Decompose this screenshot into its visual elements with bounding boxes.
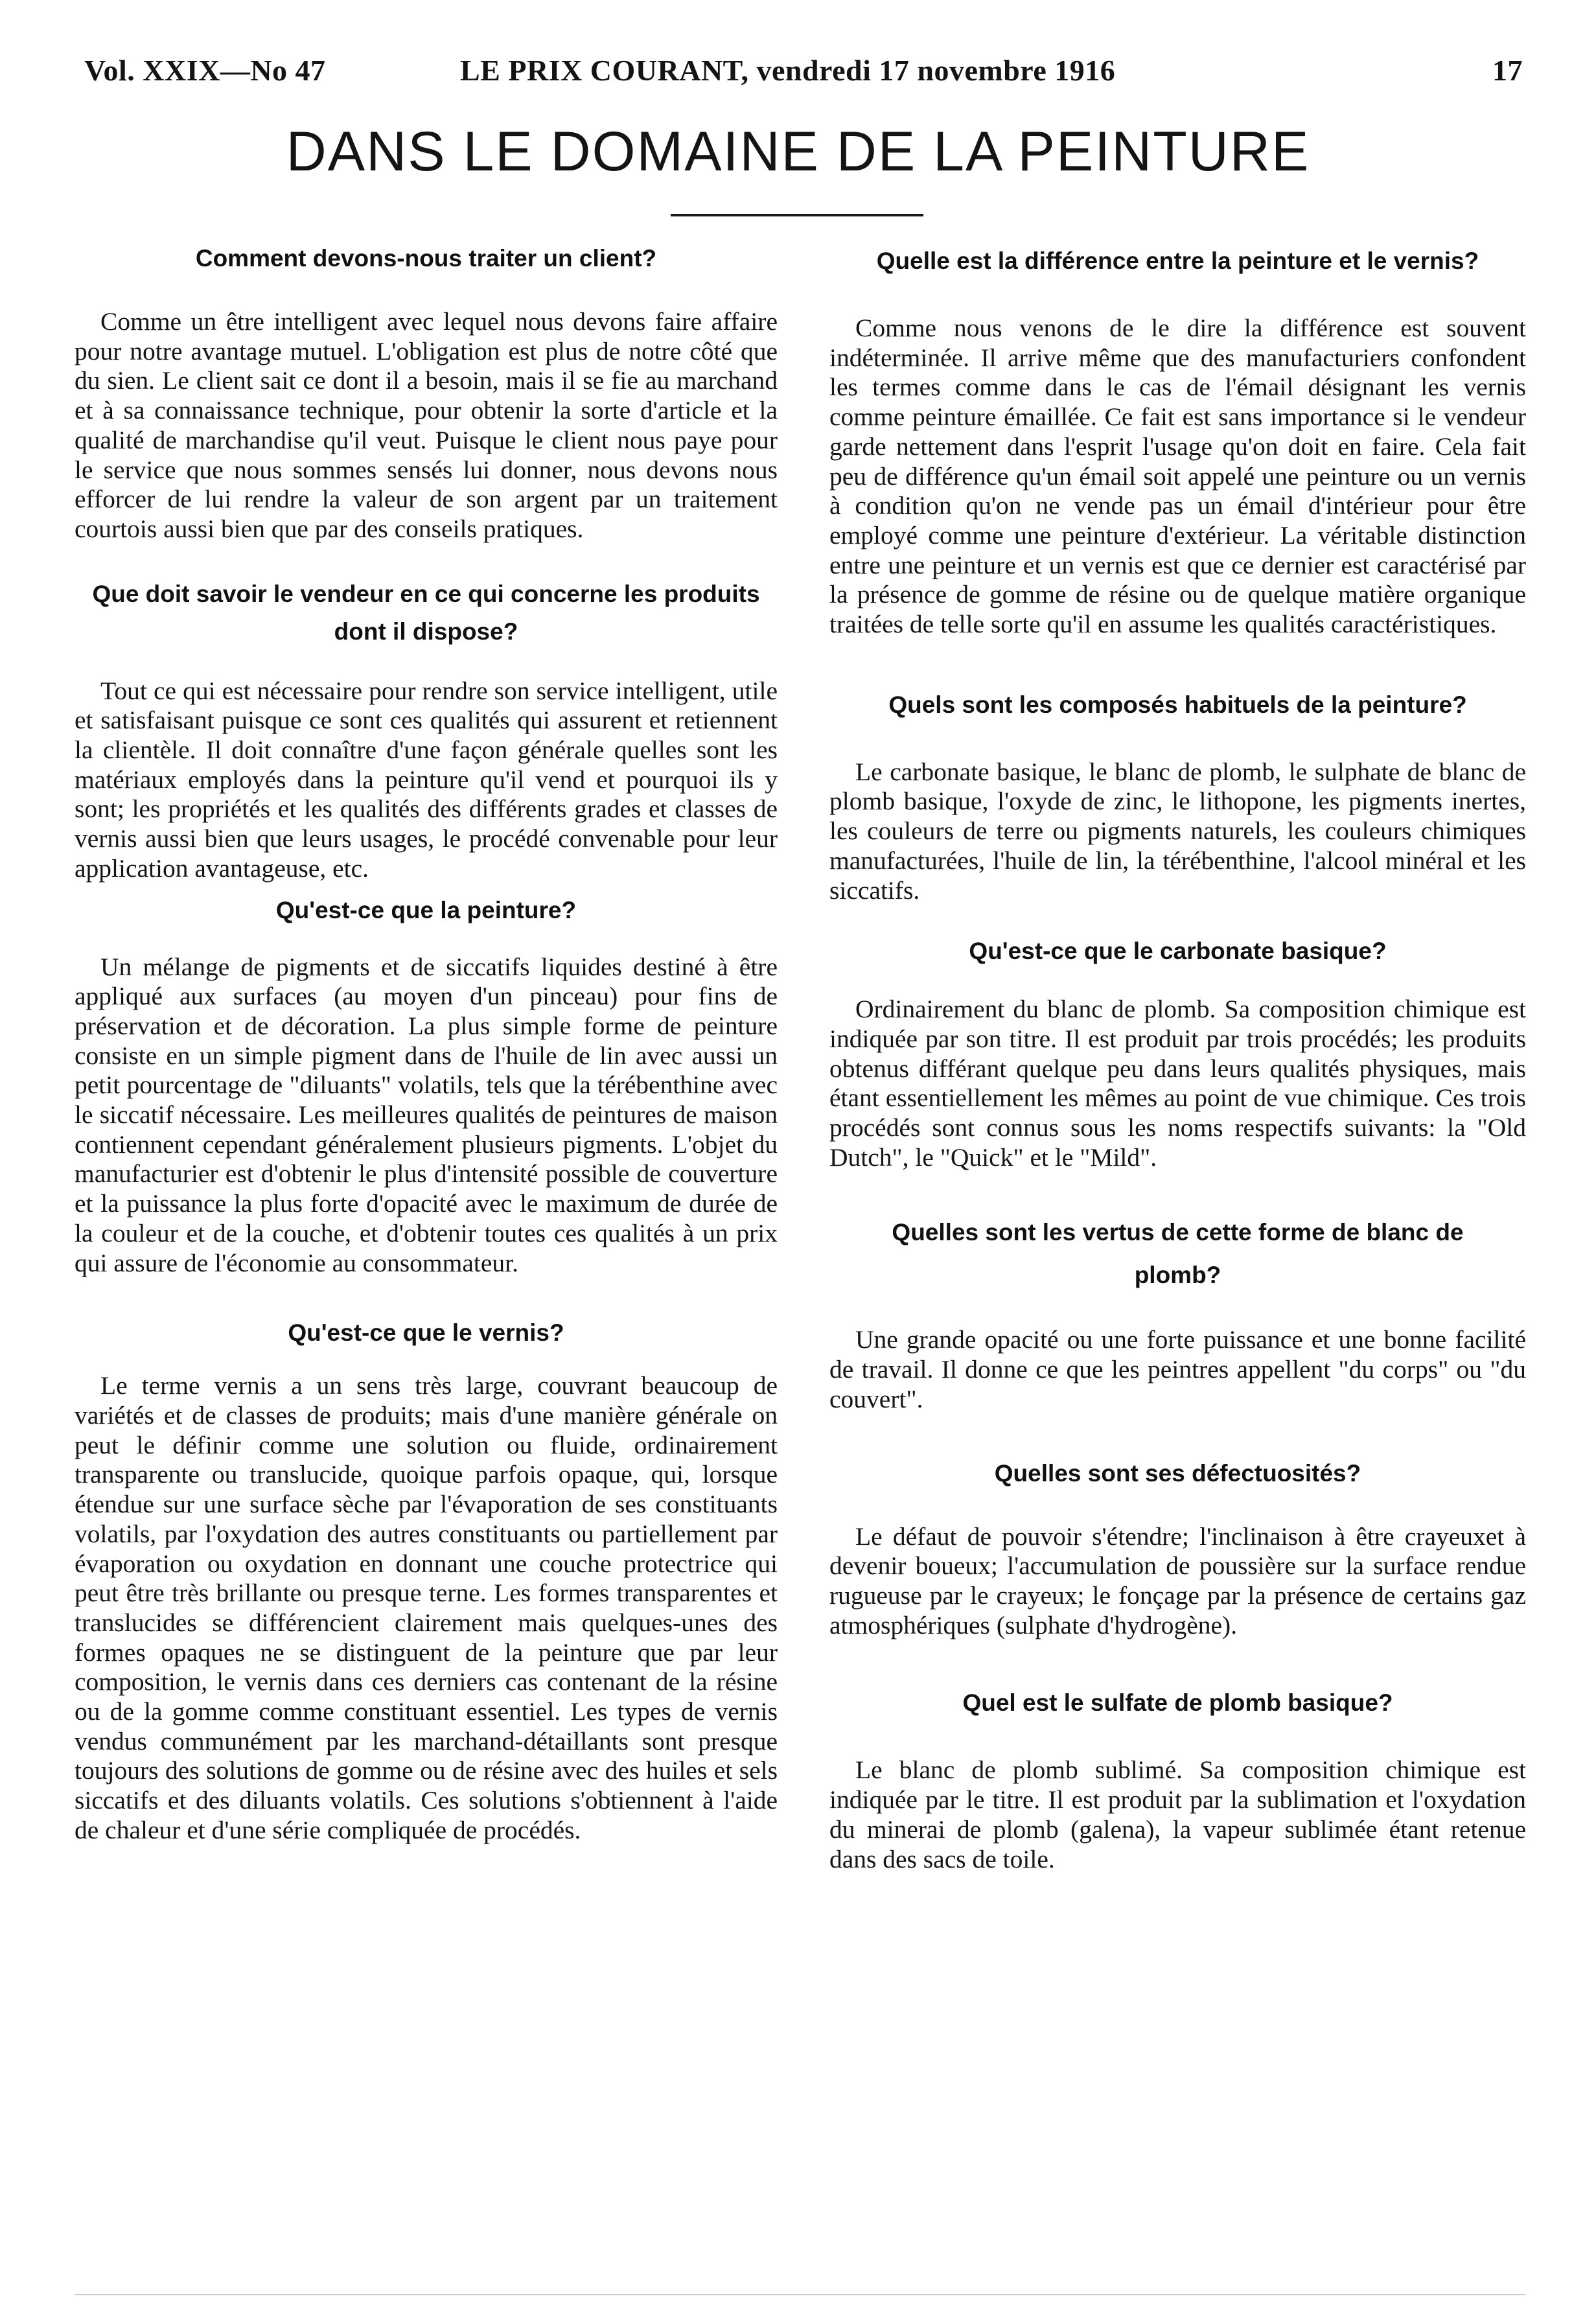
- paragraph-defectuosites: Le défaut de pouvoir s'étendre; l'inclinaison à être crayeuxet à devenir boueux; l'accumulation de poussière sur la surface rendue rugueuse par le crayeux; le fonçage par la présence de certains gaz atmosphériques (sulphate d'hydrogène).: [829, 1522, 1526, 1639]
- paragraph-savoir-vendeur: Tout ce qui est nécessaire pour rendre son service intelligent, utile et satisfaisant puisque ce sont ces qualités qui assurent et retiennent la clientèle. Il doit connaître d'une façon générale quelles sont les matériaux employés dans la peinture qu'il vend et pourquoi ils y sont; les propriétés et les qualités des différents grades et classes de vernis aussi bien que leurs usages, le procédé convenable pour leur application avantageuse, etc.: [75, 676, 778, 883]
- heading-traiter-client: Comment devons-nous traiter un client?: [195, 245, 657, 272]
- right-column: [829, 240, 1526, 1874]
- heading-difference: Quelle est la différence entre la peinture et le vernis?: [876, 248, 1479, 274]
- heading-sulfate: Quel est le sulfate de plomb basique?: [962, 1689, 1393, 1717]
- title-rule: [671, 214, 923, 216]
- article-title: DANS LE DOMAINE DE LA PEINTURE: [286, 121, 1310, 183]
- heading-composes: Quels sont les composés habituels de la peinture?: [888, 691, 1467, 718]
- paragraph-difference: Comme nous venons de le dire la différence est souvent indéterminée. Il arrive même que des manufacturiers confondent les termes comme dans le cas de l'émail désignant les vernis comme peinture émaillée. Ce fait est sans importance si le vendeur garde nettement dans l'esprit l'usage qu'on doit en faire. Cela fait peu de différence qu'un émail soit appelé une peinture ou un vernis à condition qu'on ne vende pas un émail d'intérieur pour être employé comme une peinture d'extérieur. La véritable distinction entre une peinture et un vernis est que ce dernier est caractérisé par la présence de gomme de résine ou de quelque matière organique traitées de telle sorte qu'il en assume les qualités caractéristiques.: [829, 314, 1526, 639]
- paragraph-composes: Le carbonate basique, le blanc de plomb, le sulphate de blanc de plomb basique, l'oxyde de zinc, le lithopone, les pigments inertes, les couleurs de terre ou pigments naturels, les couleurs chimiques manufacturées, l'huile de lin, la térébenthine, l'alcool minéral et les siccatifs.: [829, 757, 1526, 905]
- paragraph-traiter-client: Comme un être intelligent avec lequel nous devons faire affaire pour notre avantage mutuel. L'obligation est plus de notre côté que du sien. Le client sait ce dont il a besoin, mais il se fie au marchand et à sa connaissance technique, pour obtenir la sorte d'article et la qualité de marchandise qu'il veut. Puisque le client nous paye pour le service que nous sommes sensés lui donner, nous devons nous efforcer de lui rendre la valeur de son argent par un traitement courtois aussi bien que par des conseils pratiques.: [75, 307, 778, 543]
- publication-date: LE PRIX COURANT, vendredi 17 novembre 1916: [460, 54, 1116, 87]
- heading-carbonate: Qu'est-ce que le carbonate basique?: [969, 938, 1387, 965]
- paragraph-sulfate: Le blanc de plomb sublimé. Sa composition chimique est indiquée par le titre. Il est produit par la sublimation et l'oxydation du minerai de plomb (galena), la vapeur sublimée étant retenue dans des sacs de toile.: [829, 1755, 1526, 1873]
- heading-defectuosites: Quelles sont ses défectuosités?: [994, 1459, 1361, 1487]
- bottom-border: [75, 2294, 1526, 2295]
- paragraph-vernis: Le terme vernis a un sens très large, couvrant beaucoup de variétés et de classes de produits; mais d'une manière générale on peut le définir comme une solution ou fluide, ordinairement transparente ou translucide, quoique parfois opaque, qui, lorsque étendue sur une surface sèche par l'évaporation de ses constituants volatils, par l'oxydation des autres constituants ou partiellement par évaporation ou oxydation en donnant une couche protectrice qui peut être très brillante ou presque terne. Les formes transparentes et translucides se différencient clairement mais quelques-unes des formes opaques ne se distinguent de la peinture que par leur composition, le vernis dans ces derniers cas contenant de la résine ou de la gomme comme constituant essentiel. Les types de vernis vendus communément par les marchand-détaillants sont presque toujours des solutions de gomme ou de résine avec des huiles et sels siccatifs et des diluants volatils. Ces solutions s'obtiennent à l'aide de chaleur et d'une série compliquée de procédés.: [75, 1371, 778, 1844]
- heading-vertus: Quelles sont les vertus de cette forme de blanc de plomb?: [892, 1219, 1464, 1289]
- page-number: 17: [1492, 54, 1523, 87]
- heading-peinture: Qu'est-ce que la peinture?: [275, 896, 577, 923]
- paragraph-vertus: Une grande opacité ou une forte puissance et une bonne facilité de travail. Il donne ce que les peintres appellent "du corps" ou "du couvert".: [829, 1325, 1526, 1413]
- paragraph-peinture: Un mélange de pigments et de siccatifs liquides destiné à être appliqué aux surfaces (au moyen d'un pinceau) pour fins de préservation et de décoration. La plus simple forme de peinture consiste en un simple pigment dans de l'huile de lin avec aussi un petit pourcentage de "diluants" volatils, tels que la térébenthine avec le siccatif nécessaire. Les meilleures qualités de peintures de maison contiennent cependant généralement plusieurs pigments. L'objet du manufacturier est d'obtenir le plus d'intensité possible de couverture et la puissance la plus forte d'opacité avec le maximum de durée de la couleur et de la couche, et d'obtenir toutes ces qualités à un prix qui assure de l'économie au consommateur.: [75, 952, 778, 1277]
- page-header: [84, 53, 1523, 98]
- paragraph-carbonate: Ordinairement du blanc de plomb. Sa composition chimique est indiquée par son titre. Il est produit par trois procédés; les produits obtenus différant quelque peu dans leurs qualités physiques, mais étant essentiellement les mêmes au point de vue chimique. Ces trois procédés sont connus sous les noms respectifs suivants: la "Old Dutch", le "Quick" et le "Mild".: [829, 995, 1526, 1172]
- heading-savoir-vendeur: Que doit savoir le vendeur en ce qui concerne les produits dont il dispose?: [92, 580, 760, 645]
- heading-vernis: Qu'est-ce que le vernis?: [288, 1319, 564, 1347]
- volume-number: Vol. XXIX—No 47: [84, 54, 326, 87]
- left-column: [75, 240, 778, 1846]
